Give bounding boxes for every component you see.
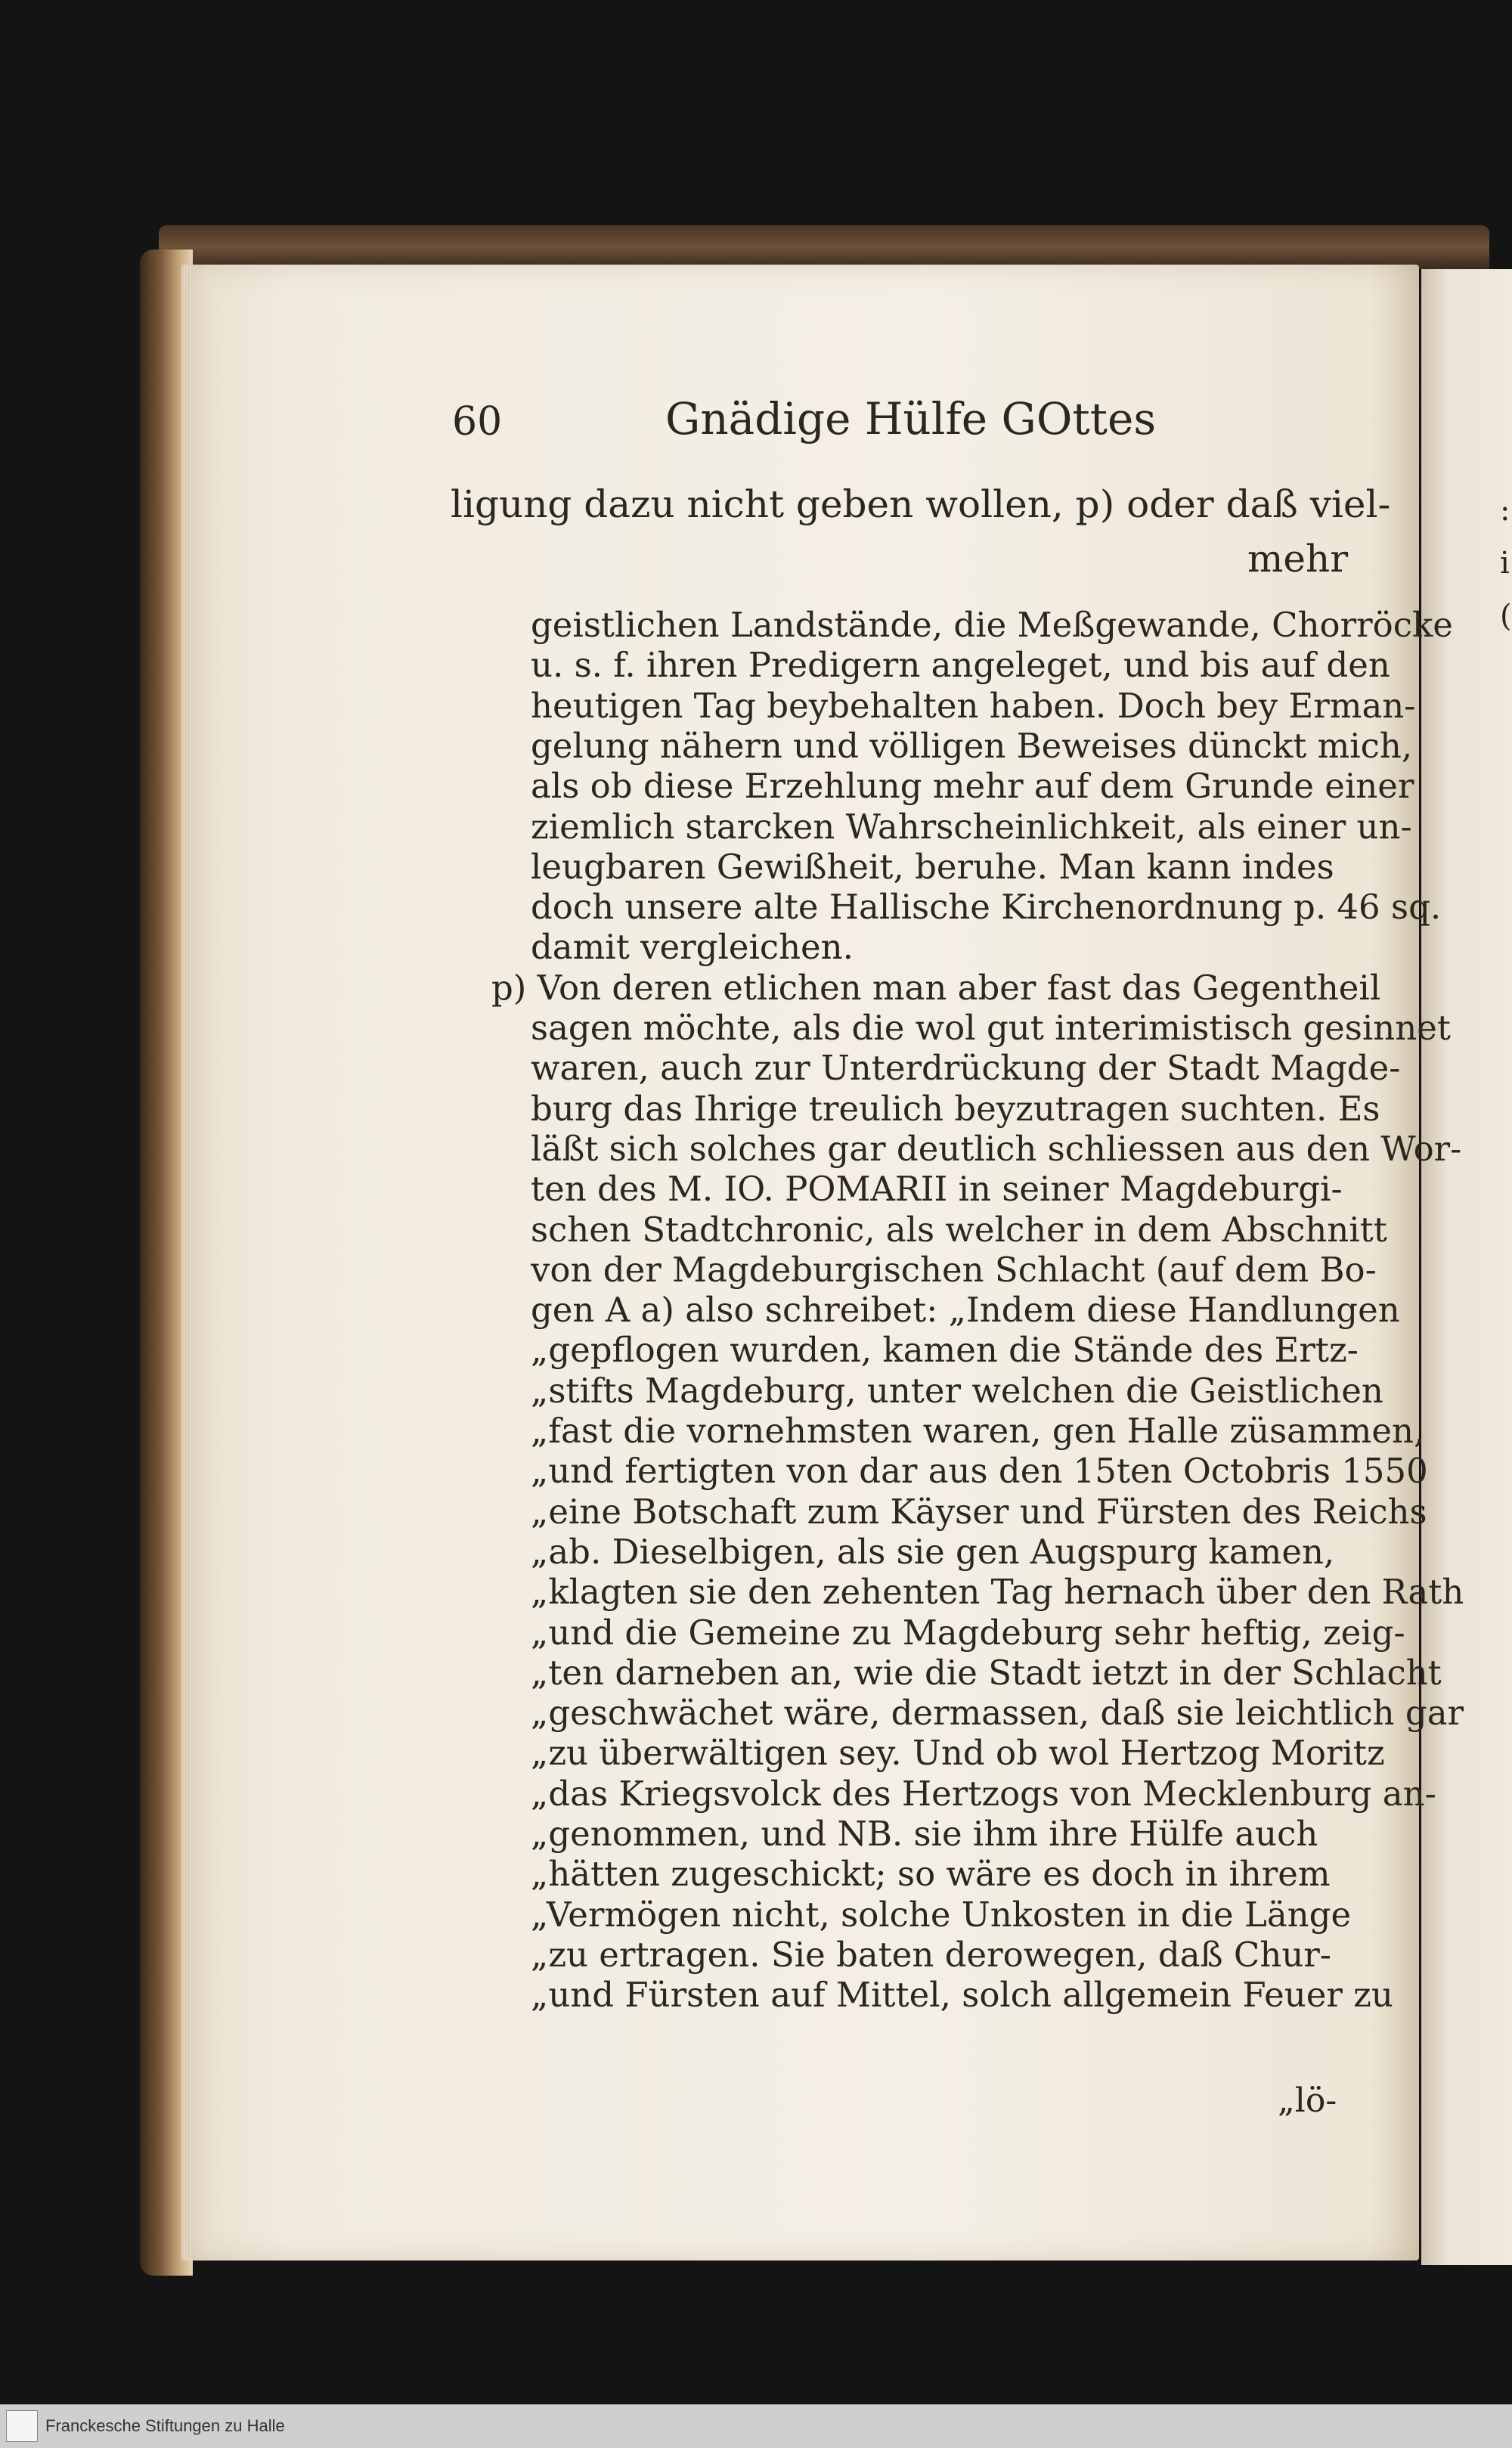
footnote-line: „Vermögen nicht, solche Unkosten in die Länge xyxy=(531,1894,1352,1935)
footnote-line: doch unsere alte Hallische Kirchenordnung p. 46 sq. xyxy=(531,887,1442,928)
footnote-line: von der Magdeburgischen Schlacht (auf dem Bo- xyxy=(531,1249,1377,1290)
facing-page-marks: : i ( xyxy=(1500,493,1512,634)
catchword: „lö- xyxy=(1278,2081,1337,2120)
running-head: Gnädige Hülfe GOttes xyxy=(665,393,1157,445)
footnote-line: geistlichen Landstände, die Meßgewande, Chorröcke xyxy=(531,605,1453,645)
footnote-line: „genommen, und NB. sie ihm ihre Hülfe auch xyxy=(531,1814,1318,1854)
footnote-line: „ab. Dieselbigen, als sie gen Augspurg kamen, xyxy=(531,1531,1335,1572)
footnote-line: ziemlich starcken Wahrscheinlichkeit, als einer un- xyxy=(531,806,1412,847)
footnote-line: sagen möchte, als die wol gut interimistisch gesinnet xyxy=(531,1008,1451,1048)
footnote-line: damit vergleichen. xyxy=(531,927,854,968)
footnote-line: u. s. f. ihren Predigern angeleget, und bis auf den xyxy=(531,645,1390,686)
footer-institution: Franckesche Stiftungen zu Halle xyxy=(45,2416,285,2435)
footnote-line: „hätten zugeschickt; so wäre es doch in ihrem xyxy=(531,1854,1331,1895)
footnote-line: burg das Ihrige treulich beyzutragen suchten. Es xyxy=(531,1088,1380,1129)
footnote-line: heutigen Tag beybehalten haben. Doch bey Erman- xyxy=(531,685,1416,726)
footnote-line: gelung nähern und völligen Beweises dünckt mich, xyxy=(531,725,1413,766)
footnote-line: läßt sich solches gar deutlich schliessen aus den Wor- xyxy=(531,1128,1462,1169)
footnote-line: ten des M. IO. POMARII in seiner Magdeburgi- xyxy=(531,1169,1343,1210)
main-text-line: mehr xyxy=(1247,537,1349,581)
facing-page-edge xyxy=(1421,269,1512,2265)
footnote-line: p) Von deren etlichen man aber fast das Gegentheil xyxy=(491,967,1381,1008)
footnote-line: „gepflogen wurden, kamen die Stände des Ertz- xyxy=(531,1330,1359,1371)
footnote-line: leugbaren Gewißheit, beruhe. Man kann indes xyxy=(531,846,1334,887)
footnote-line: „geschwächet wäre, dermassen, daß sie leichtlich gar xyxy=(531,1693,1464,1734)
main-text-line: ligung dazu nicht geben wollen, p) oder daß viel- xyxy=(451,482,1391,526)
footnote-line: „zu ertragen. Sie baten derowegen, daß Chur- xyxy=(531,1934,1332,1975)
footnote-line: „stifts Magdeburg, unter welchen die Geistlichen xyxy=(531,1370,1383,1411)
page-number: 60 xyxy=(452,399,503,445)
footnote-line: „fast die vornehmsten waren, gen Halle züsammen, xyxy=(531,1411,1425,1451)
footnote-line: „das Kriegsvolck des Hertzogs von Mecklenburg an- xyxy=(531,1773,1436,1814)
footnote-line: schen Stadtchronic, als welcher in dem Abschnitt xyxy=(531,1209,1387,1250)
footnote-line: „und die Gemeine zu Magdeburg sehr heftig, zeig- xyxy=(531,1612,1405,1653)
footnote-line: „zu überwältigen sey. Und ob wol Hertzog Moritz xyxy=(531,1733,1385,1774)
footnote-line: „und fertigten von dar aus den 15ten Octobris 1550 xyxy=(531,1451,1428,1492)
footnote-line: „eine Botschaft zum Käyser und Fürsten des Reichs xyxy=(531,1491,1427,1532)
footnote-line: „und Fürsten auf Mittel, solch allgemein Feuer zu xyxy=(531,1975,1393,2016)
footnote-line: gen A a) also schreibet: „Indem diese Handlungen xyxy=(531,1290,1400,1331)
footnote-line: als ob diese Erzehlung mehr auf dem Grunde einer xyxy=(531,766,1414,807)
seal-icon xyxy=(6,2410,38,2442)
footnote-line: waren, auch zur Unterdrückung der Stadt Magde- xyxy=(531,1048,1401,1089)
book-cover-top-edge xyxy=(159,225,1489,269)
footnote-line: „ten darneben an, wie die Stadt ietzt in der Schlacht xyxy=(531,1652,1442,1693)
footnote-line: „klagten sie den zehenten Tag hernach über den Rath xyxy=(531,1572,1464,1613)
